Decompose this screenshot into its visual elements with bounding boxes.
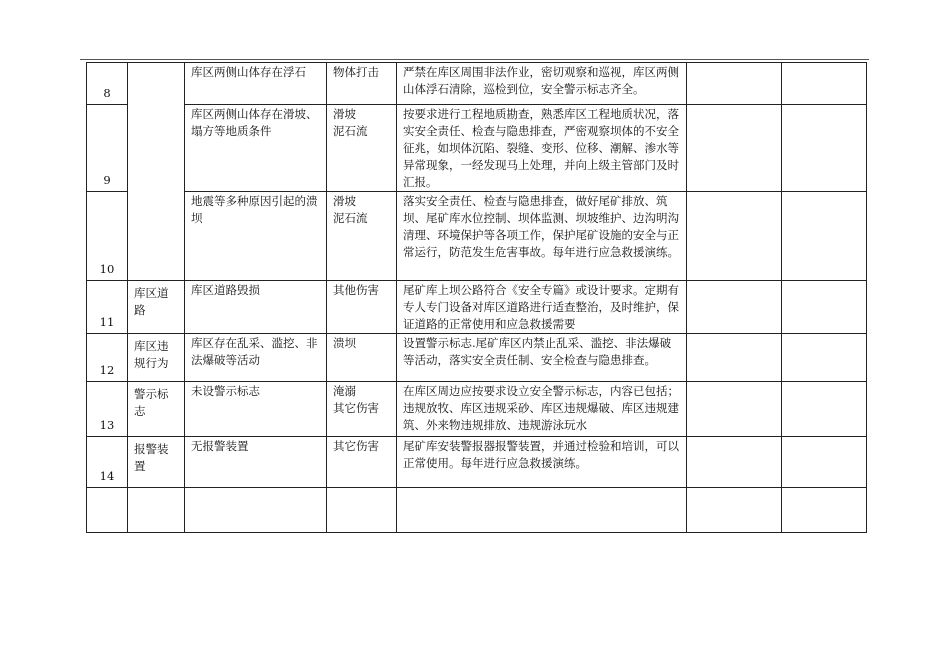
table-row bbox=[87, 437, 867, 488]
accident-type-cell: 其他伤害 bbox=[327, 281, 397, 334]
table-row bbox=[87, 488, 867, 533]
row-number: 9 bbox=[87, 105, 128, 192]
hazard-cell: 库区存在乱采、滥挖、非法爆破等活动 bbox=[185, 334, 327, 382]
row-number: 12 bbox=[87, 334, 128, 382]
empty-cell bbox=[397, 488, 687, 533]
empty-cell bbox=[687, 382, 782, 437]
accident-type-cell: 物体打击 bbox=[327, 63, 397, 105]
accident-type-cell: 溃坝 bbox=[327, 334, 397, 382]
measures-cell: 尾矿库安装警报器报警装置，并通过检验和培训，可以正常使用。每年进行应急救援演练。 bbox=[397, 437, 687, 488]
empty-cell bbox=[128, 488, 185, 533]
empty-cell bbox=[782, 192, 867, 281]
empty-cell bbox=[687, 488, 782, 533]
table-row bbox=[87, 281, 867, 334]
empty-cell bbox=[782, 437, 867, 488]
measures-cell: 设置警示标志.尾矿库区内禁止乱采、滥挖、非法爆破等活动，落实安全责任制、安全检查与隐患排查。 bbox=[397, 334, 687, 382]
measures-cell: 按要求进行工程地质勘查，熟悉库区工程地质状况，落实安全责任、检查与隐患排查，严密观察坝体的不安全征兆，如坝体沉陷、裂缝、变形、位移、潮解、渗水等异常现象，一经发现马上处理，并向上级主管部门及时汇报。 bbox=[397, 105, 687, 192]
row-number: 11 bbox=[87, 281, 128, 334]
row-category: 警示标 志 bbox=[128, 382, 185, 437]
hazard-cell: 库区两侧山体存在浮石 bbox=[185, 63, 327, 105]
empty-cell bbox=[687, 281, 782, 334]
empty-cell bbox=[782, 488, 867, 533]
empty-cell bbox=[687, 437, 782, 488]
empty-cell bbox=[782, 105, 867, 192]
accident-type-cell: 滑坡 泥石流 bbox=[327, 192, 397, 281]
row-number: 10 bbox=[87, 192, 128, 281]
hazard-cell: 无报警装置 bbox=[185, 437, 327, 488]
row-category bbox=[128, 63, 185, 281]
measures-cell: 落实安全责任、检查与隐患排查，做好尾矿排放、筑坝、尾矿库水位控制、坝体监测、坝坡维护、边沟明沟清理、环境保护等各项工作，保护尾矿设施的安全与正常运行，防范发生危害事故。每年进行应急救援演练。 bbox=[397, 192, 687, 281]
table-row bbox=[87, 192, 867, 281]
row-number: 14 bbox=[87, 437, 128, 488]
row-number: 13 bbox=[87, 382, 128, 437]
empty-cell bbox=[782, 63, 867, 105]
empty-cell bbox=[782, 382, 867, 437]
empty-cell bbox=[782, 334, 867, 382]
measures-cell: 在库区周边应按要求设立安全警示标志，内容已包括；违规放牧、库区违规采砂、库区违规爆破、库区违规建筑、外来物违规排放、违规游泳玩水 bbox=[397, 382, 687, 437]
empty-cell bbox=[687, 105, 782, 192]
row-category: 库区违 规行为 bbox=[128, 334, 185, 382]
empty-cell bbox=[782, 281, 867, 334]
table-row bbox=[87, 334, 867, 382]
table-row bbox=[87, 382, 867, 437]
hazard-table bbox=[86, 62, 867, 533]
measures-cell: 尾矿库上坝公路符合《安全专篇》或设计要求。定期有专人专门设备对库区道路进行适查整治，及时维护，保证道路的正常使用和应急救援需要 bbox=[397, 281, 687, 334]
accident-type-cell: 其它伤害 bbox=[327, 437, 397, 488]
hazard-cell: 库区道路毁损 bbox=[185, 281, 327, 334]
accident-type-cell: 淹溺 其它伤害 bbox=[327, 382, 397, 437]
hazard-cell: 地震等多种原因引起的溃坝 bbox=[185, 192, 327, 281]
hazard-cell: 未设警示标志 bbox=[185, 382, 327, 437]
hazard-cell: 库区两侧山体存在滑坡、塌方等地质条件 bbox=[185, 105, 327, 192]
empty-cell bbox=[185, 488, 327, 533]
row-category: 库区道 路 bbox=[128, 281, 185, 334]
row-category: 报警装 置 bbox=[128, 437, 185, 488]
empty-cell bbox=[327, 488, 397, 533]
empty-cell bbox=[87, 488, 128, 533]
measures-cell: 严禁在库区周围非法作业，密切观察和巡视，库区两侧山体浮石清除，巡检到位，安全警示标志齐全。 bbox=[397, 63, 687, 105]
table-row bbox=[87, 63, 867, 105]
accident-type-cell: 滑坡 泥石流 bbox=[327, 105, 397, 192]
page-top-rule bbox=[80, 59, 869, 60]
table-row bbox=[87, 105, 867, 192]
empty-cell bbox=[687, 63, 782, 105]
empty-cell bbox=[687, 334, 782, 382]
empty-cell bbox=[687, 192, 782, 281]
row-number: 8 bbox=[87, 63, 128, 105]
